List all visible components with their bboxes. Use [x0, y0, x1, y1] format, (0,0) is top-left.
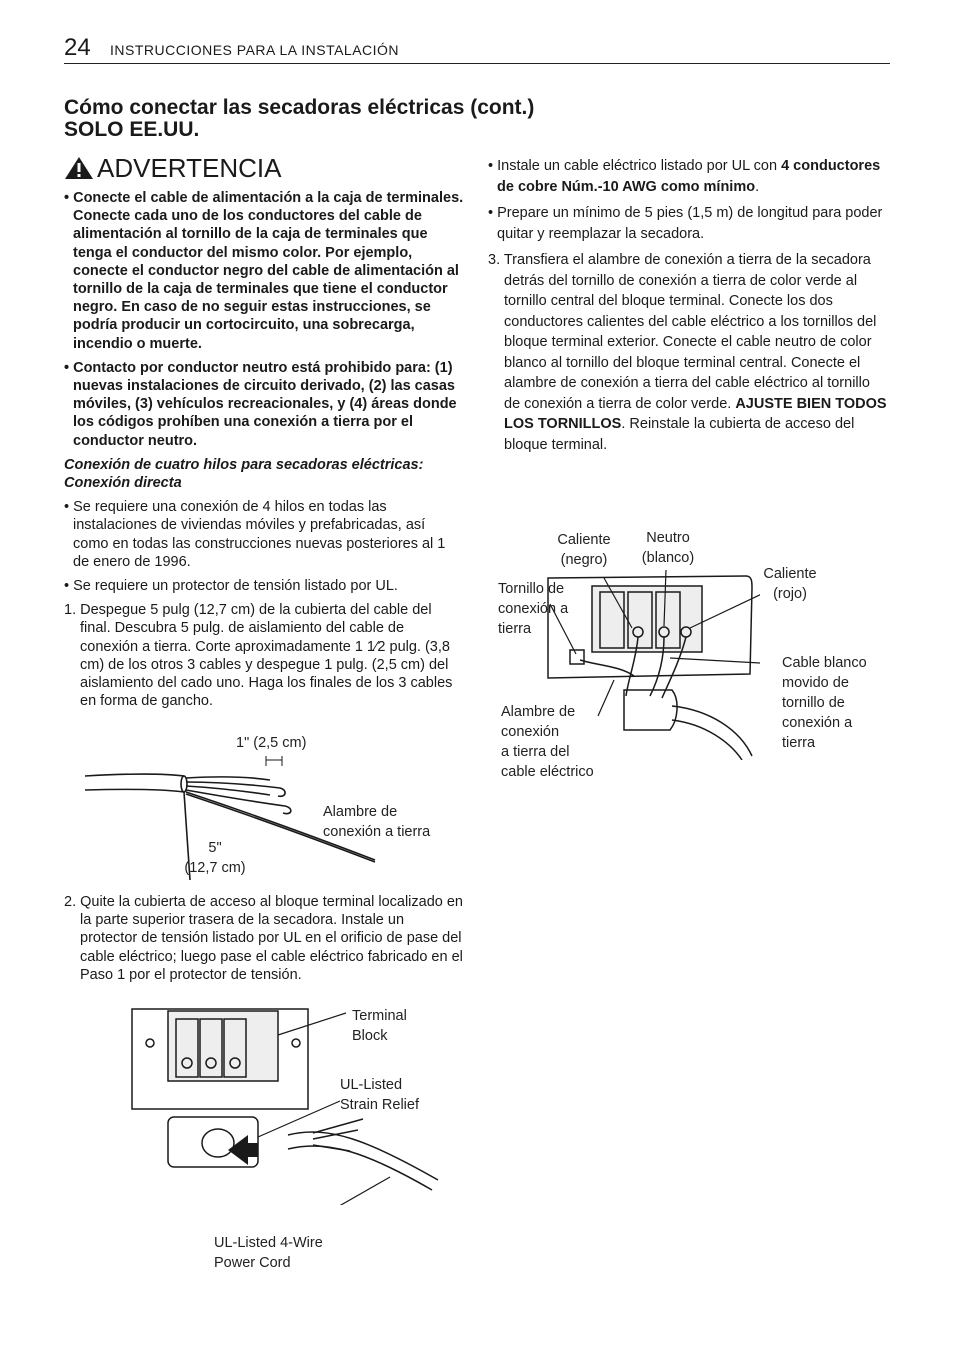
subheading: Conexión de cuatro hilos para secadoras eléctricas: Conexión directa [64, 456, 424, 492]
power-cord-label: UL-Listed 4-Wire Power Cord [214, 1235, 323, 1271]
ground-wire-label: Alambre de conexión a tierra [323, 804, 431, 840]
step-1: 1. Despegue 5 pulg (12,7 cm) de la cubierta del cable del final. Descubra 5 pulg. de aislamiento del cable de conexión a tierra. Corte aproximadamente 1 1⁄2 pulg. (3,8 cm) de los otros 3 cables y despegue 1 pulg. (2,5 cm) del aislamiento del cado uno. Haga los finales de los 3 cables en forma de gancho. [64, 602, 453, 710]
ground-screw-label: Tornillo de conexión a tierra [498, 581, 569, 637]
title-line-1: Cómo conectar las secadoras eléctricas (cont.) [64, 96, 535, 119]
dim-1-inch: 1" (2,5 cm) [236, 735, 307, 751]
right-column [488, 156, 888, 455]
title-line-2: SOLO EE.UU. [64, 118, 200, 141]
hot-black-label: Caliente (negro) [557, 532, 611, 568]
left-column-top [64, 189, 464, 710]
cord-ground-label: Alambre de conexión a tierra del cable eléctrico [501, 704, 594, 780]
warning-item-1: • Conecte el cable de alimentación a la caja de terminales. Conecte cada uno de los conductores del cable de alimentación al tornillo de la caja de terminales que tenga el conductor del mismo color. Por ejemplo, conecte el conductor negro del cable de alimentación al tornillo de la caja de terminales que tiene el conductor negro. En caso de no seguir estas instrucciones, se podría producir un cortocircuito, una sobrecarga, incendio o muerte. [64, 190, 464, 352]
section-title: INSTRUCCIONES PARA LA INSTALACIÓN [110, 42, 400, 58]
page-number: 24 [64, 34, 91, 61]
step-3: 3. Transfiera el alambre de conexión a tierra de la secadora detrás del tornillo de conexión a tierra de color verde al tornillo central del bloque terminal. Conecte los dos conductores calientes del cable eléctrico a los tornillos del bloque terminal exterior. Conecte el cable neutro de color blanco al tornillo del bloque terminal central. Conecte el alambre de conexión a tierra del cable eléctrico al tornillo de conexión a tierra de color verde. AJUSTE BIEN TODOS LOS TORNILLOS. Reinstale la cubierta de acceso del bloque terminal. [488, 252, 887, 453]
header-rule [64, 63, 890, 64]
bullet-cable-ul: • Instale un cable eléctrico listado por UL con 4 conductores de cobre Núm.-10 AWG como mínimo. [488, 158, 881, 195]
page-title [64, 97, 664, 141]
hot-red-label: Caliente (rojo) [763, 566, 817, 602]
white-moved-label: Cable blanco movido de tornillo de conexión a tierra [782, 655, 867, 751]
terminal-block-label: Terminal Block [352, 1008, 407, 1044]
step-2-block [64, 893, 464, 984]
bullet-5-feet: • Prepare un mínimo de 5 pies (1,5 m) de longitud para poder quitar y reemplazar la secadora. [488, 205, 883, 242]
neutral-label: Neutro (blanco) [641, 530, 695, 566]
warning-item-2: • Contacto por conductor neutro está prohibido para: (1) nuevas instalaciones de circuito derivado, (2) las casas móviles, (3) vehículos recreacionales, y (4) áreas donde los códigos prohíben una conexión a tierra por el conductor neutro. [64, 359, 457, 449]
warning-triangle-icon [64, 156, 94, 180]
warning-label: ADVERTENCIA [97, 153, 282, 183]
warning-heading [64, 152, 281, 184]
bullet-strain: • Se requiere un protector de tensión listado por UL. [64, 578, 398, 595]
strain-relief-label: UL-Listed Strain Relief [340, 1077, 419, 1113]
dim-5-inch: 5" (12,7 cm) [184, 840, 246, 876]
step-2: 2. Quite la cubierta de acceso al bloque terminal localizado en la parte superior trasera de la secadora. Instale un protector de tensión listado por UL en el orificio de pase del cable eléctrico; luego pase el cable eléctrico fabricado en el Paso 1 por el protector de tensión. [64, 894, 463, 983]
bullet-4-wire: • Se requiere una conexión de 4 hilos en todas las instalaciones de viviendas móviles y prefabricadas, así como en todas las construcciones nuevas posteriores al 1 de enero de 1996. [64, 499, 446, 570]
